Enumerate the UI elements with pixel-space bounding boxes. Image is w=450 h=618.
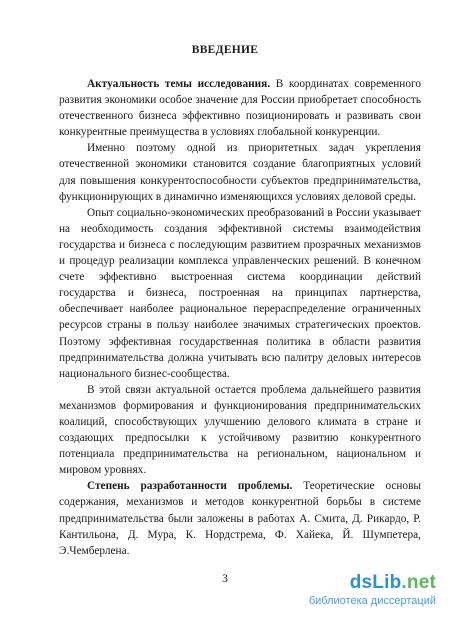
watermark-logo-suffix: .net [401,572,436,593]
relevance-text: В координатах современного развития экономики особое значение для России приобретает способность отечественного бизнеса эффективно позиционировать и развивать свои конкурентные преимущества в условиях глобальной конкуренции. [59,78,421,139]
body-text [59,76,421,559]
relevance-heading: Актуальность темы исследования. [87,78,271,90]
paragraph-coalitions: В этой связи актуальной остается проблема дальнейшего развития механизмов формирования и функционирования предпринимательских коалиций, способствующих улучшению делового климата в стране и создающих предпосылки к устойчивому развитию конкурентного потенциала предпринимательства на региональном, национальном и мировом уровнях. [59,383,421,477]
paragraph-priority: Именно поэтому одной из приоритетных задач укрепления отечественной экономики становится создание благоприятных условий для повышения конкурентоспособности субъектов предпринимательства, функционирующих в динамично изменяющихся условиях деловой среды. [59,142,421,203]
development-degree-text: Теоретические основы содержания, механизмов и методов конкурентной борьбы в системе предпринимательства были заложены в работах А. Смита, Д. Рикардо, Р. Кантильона, Д. Мура, К. Нордстрема, Ф. Хайека, Й. Шумпетера, Э.Чемберлена. [59,480,422,557]
development-degree-heading: Степень разработанности проблемы. [87,480,293,493]
watermark-logo-main: dsLib [349,572,402,593]
page-number: 3 [222,573,228,585]
watermark [260,572,440,612]
watermark-tagline: библиотека диссертаций [308,595,436,607]
watermark-logo [350,572,436,594]
paragraph-experience: Опыт социально-экономических преобразований в России указывает на необходимость создания эффективной системы взаимодействия государства и бизнеса с последующим развитием прозрачных механизмов и процедур реализации комплекса управленческих решений. В конечном счете эффективно выстроенная система координации действий государства и бизнеса, построенная на принципах партнерства, обеспечивает наиболее рациональное перераспределение ограниченных ресурсов страны в пользу наиболее значимых стратегических проектов. Поэтому эффективная государственная политика в области развития предпринимательства должна учитывать всю палитру деловых интересов национального бизнес-сообщества. [59,206,421,380]
paragraph-development-degree [59,478,421,558]
page-title: ВВЕДЕНИЕ [191,44,259,56]
paragraph-relevance [59,76,421,140]
